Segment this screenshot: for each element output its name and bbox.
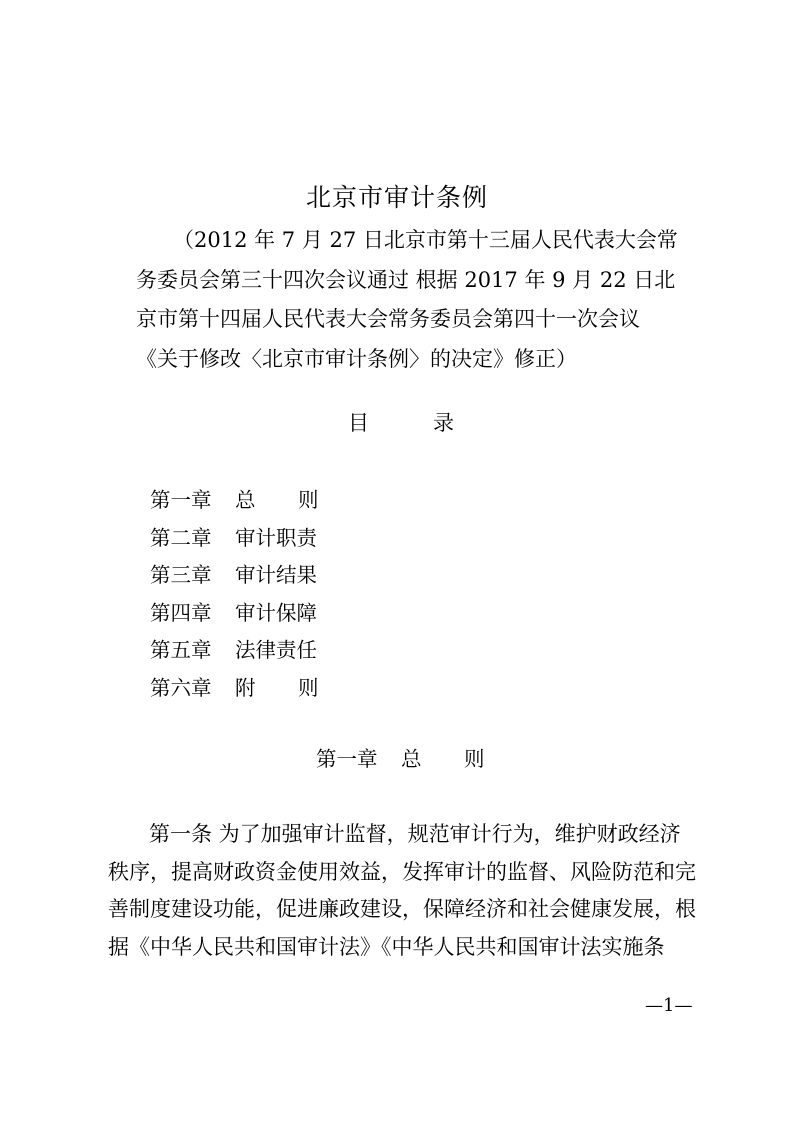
toc-chapter-number: 第六章 [150, 675, 212, 700]
preamble-line: （2012 年 7 月 27 日北京市第十三届人民代表大会常 [173, 228, 678, 252]
article-line: 据《中华人民共和国审计法》《中华人民共和国审计法实施条 [108, 934, 665, 959]
article-line: 善制度建设功能，促进廉政建设，保障经济和社会健康发展，根 [108, 897, 696, 921]
preamble [136, 221, 676, 379]
toc-chapter-name: 审计职责 [235, 525, 317, 550]
toc-heading-right: 录 [433, 411, 454, 435]
article-line: 秩序，提高财政资金使用效益，发挥审计的监督、风险防范和完 [108, 859, 696, 884]
toc-heading-left: 目 [348, 411, 369, 435]
toc-chapter-name-part: 则 [298, 675, 319, 700]
toc-item [150, 595, 450, 633]
toc-item [150, 670, 450, 708]
toc-chapter-number: 第四章 [150, 600, 212, 625]
toc-item [150, 557, 450, 595]
toc-chapter-name: 审计结果 [235, 563, 317, 587]
article-body [108, 816, 698, 966]
toc-chapter-name-part: 附 [235, 675, 256, 700]
page-number: —1— [645, 995, 693, 1016]
table-of-contents [150, 482, 450, 707]
toc-chapter-number: 第三章 [150, 563, 212, 587]
toc-chapter-name-part: 总 [235, 488, 256, 512]
toc-item [150, 520, 450, 558]
toc-item [150, 482, 450, 520]
chapter-number: 第一章 [316, 747, 378, 771]
toc-chapter-number: 第五章 [150, 638, 212, 662]
toc-item [150, 632, 450, 670]
preamble-line: 务委员会第三十四次会议通过 根据 2017 年 9 月 22 日北 [136, 267, 676, 292]
toc-chapter-number: 第二章 [150, 525, 212, 550]
preamble-line: 《关于修改〈北京市审计条例〉的决定》修正） [136, 346, 577, 371]
chapter-name-part: 总 [401, 747, 422, 771]
document-title: 北京市审计条例 [305, 183, 488, 212]
chapter-name-part: 则 [464, 747, 485, 771]
toc-chapter-name: 法律责任 [235, 638, 317, 662]
toc-chapter-name: 审计保障 [235, 600, 317, 625]
toc-chapter-number: 第一章 [150, 488, 212, 512]
toc-chapter-name-part: 则 [298, 488, 319, 512]
article-line: 第一条 为了加强审计监督，规范审计行为，维护财政经济 [149, 822, 681, 846]
preamble-line: 京市第十四届人民代表大会常务委员会第四十一次会议 [136, 307, 640, 331]
